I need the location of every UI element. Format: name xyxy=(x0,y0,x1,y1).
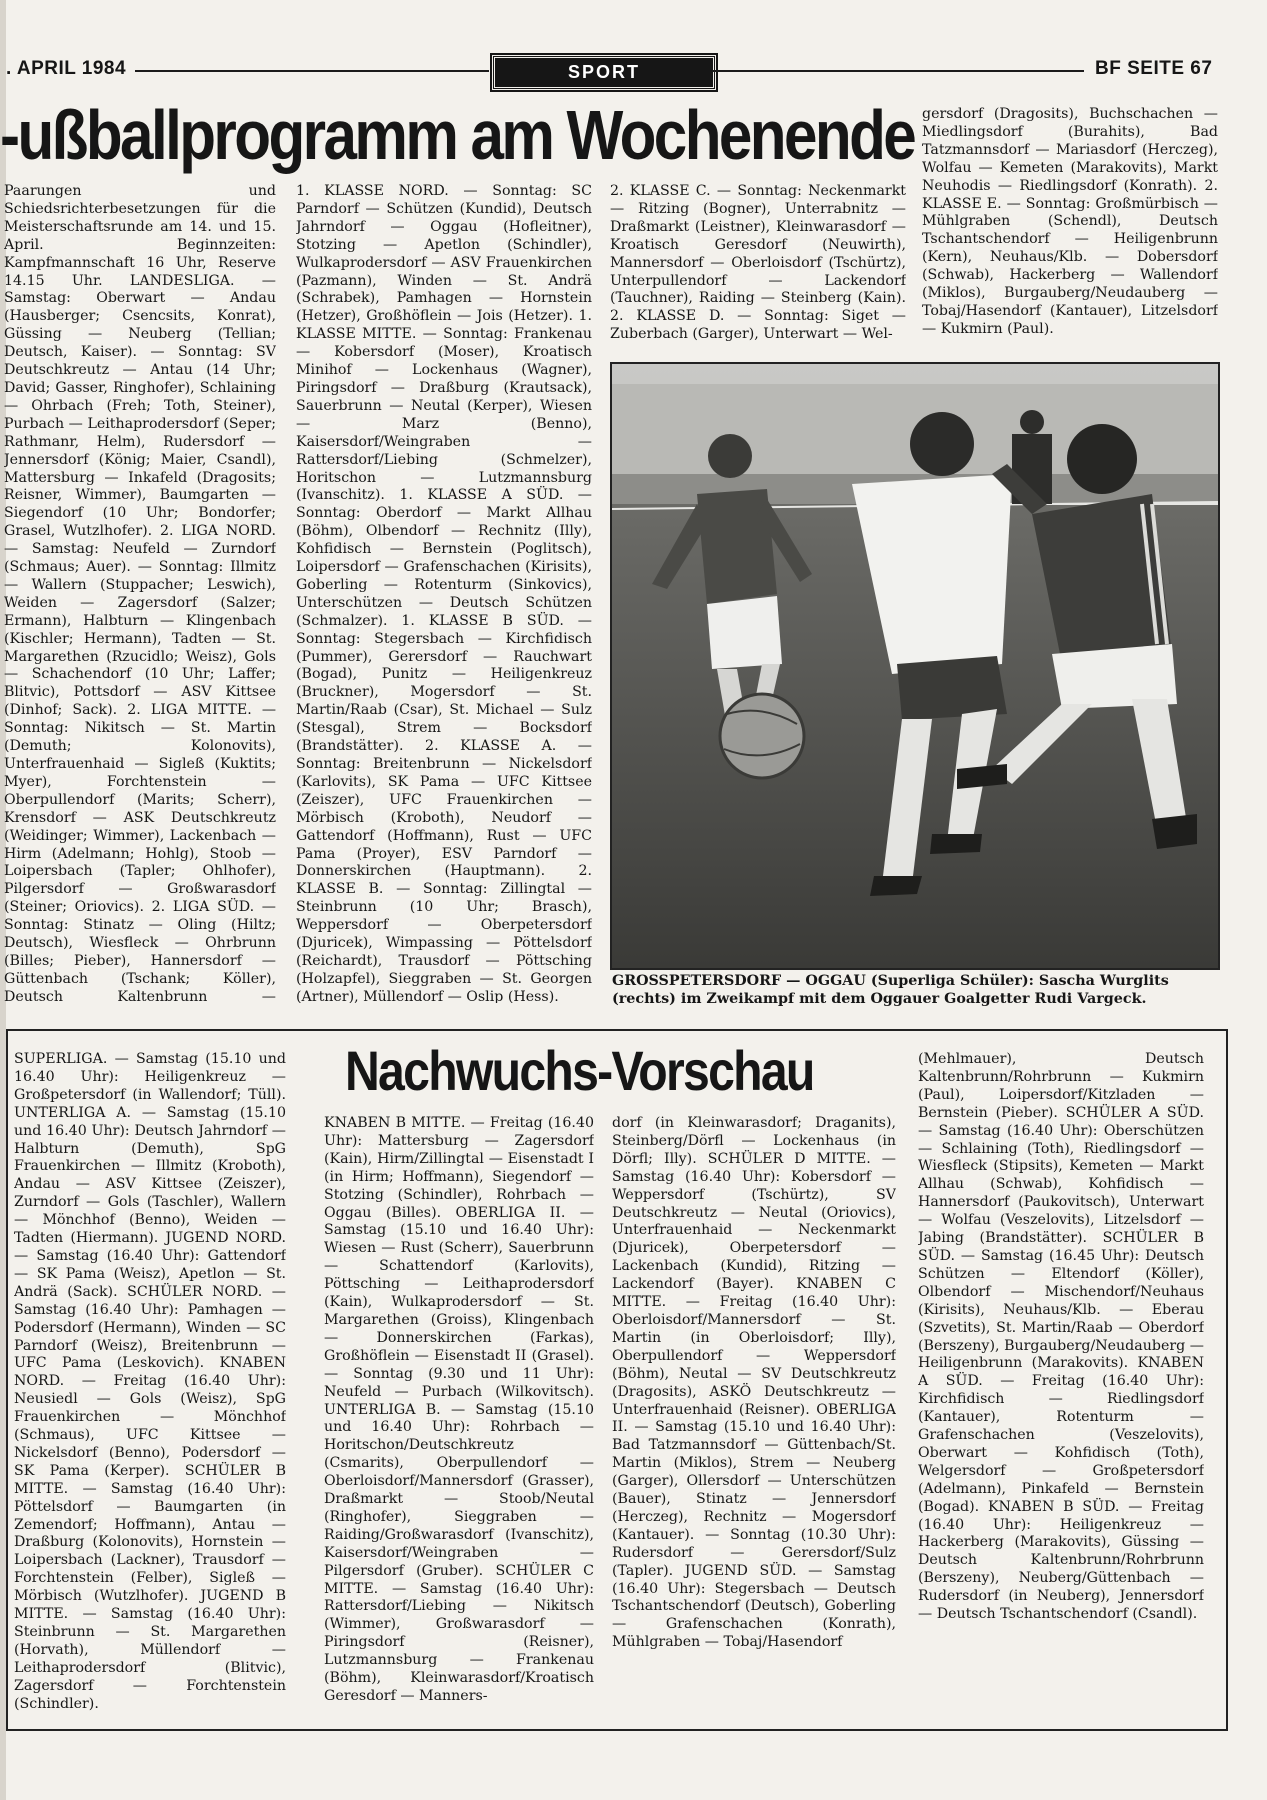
photo-caption: GROSSPETERSDORF — OGGAU (Superliga Schüler): Sascha Wurglits (rechts) im Zweikampf mit dem Oggauer Goalgetter Rudi Vargeck. xyxy=(612,973,1169,1007)
article-column-2 xyxy=(296,183,592,1003)
article-column-1 xyxy=(4,183,276,1003)
youth-preview-headline: Nachwuchs-Vorschau xyxy=(345,1039,814,1102)
main-headline: -ußballprogramm am Wochenende xyxy=(0,96,915,174)
youth-column-1 xyxy=(14,1051,286,1721)
header-rule-left xyxy=(135,70,489,72)
column-text: (Mehlmauer), Deutsch Kaltenbrunn/Rohrbrunn — Kukmirn (Paul), Loipersdorf/Kitzladen — Bernstein (Pieber). SCHÜLER A SÜD. — Samstag (16.40 Uhr): Oberschützen — Schlaining (Toth), Riedlingsdorf — Wiesfleck (Stipsits), Kemeten — Markt Allhau (Schwab), Kohfidisch — Hannersdorf (Paukovitsch), Unterwart — Wolfau (Veszelovits), Litzelsdorf — Jabing (Brandstätter). SCHÜLER B SÜD. — Samstag (16.45 Uhr): Deutsch Schützen — Eltendorf (Köller), Olbendorf — Mischendorf/Neuhaus (Kirisits), Neuhaus/Klb. — Eberau (Szvetits), St. Martin/Raab — Oberdorf (Berszeny), Burgauberg/Neudauberg — Heiligenbrunn (Marakovits). KNABEN A SÜD. — Freitag (16.40 Uhr): Kirchfidisch — Riedlingsdorf (Kantauer), Rotenturm — Grafenschachen (Veszelovits), Oberwart — Kohfidisch (Toth), Welgersdorf — Großpetersdorf (Adelmann), Pinkafeld — Bernstein (Bogad). KNABEN B SÜD. — Freitag (16.40 Uhr): Heiligenkreuz — Hackerberg (Marakovits), Güssing — Deutsch Kaltenbrunn/Rohrbrunn (Berszeny), Neuberg/Güttenbach — Rudersdorf (in Neuberg), Jennersdorf — Deutsch Tschantschendorf (Csandl). xyxy=(918,1051,1204,1623)
section-label: SPORT xyxy=(492,55,716,90)
column-text: gersdorf (Dragosits), Buchschachen — Miedlingsdorf (Burahits), Bad Tatzmannsdorf — Mariasdorf (Herczeg), Wolfau — Kemeten (Marakovits), Markt Neuhodis — Riedlingsdorf (Konrath). 2. KLASSE E. — Sonntag: Großmürbisch — Mühlgraben (Schendl), Deutsch Tschantschendorf — Heiligenbrunn (Kern), Neuhaus/Klb. — Dobersdorf (Schwab), Hackerberg — Wallendorf (Miklos), Burgauberg/Neudauberg — Tobaj/Hasendorf (Kantauer), Litzelsdorf — Kukmirn (Paul). xyxy=(922,106,1218,337)
youth-column-3 xyxy=(612,1115,896,1721)
issue-date: . APRIL 1984 xyxy=(6,58,127,79)
match-photo xyxy=(610,362,1220,970)
column-text: Paarungen und Schiedsrichterbesetzungen für die Meisterschaftsrunde am 14. und 15. April. Beginnzeiten: Kampfmannschaft 16 Uhr, Reserve 14.15 Uhr. LANDESLIGA. — Samstag: Oberwart — Andau (Hausberger; Csencsits, Konrat), Güssing — Neuberg (Tellian; Deutsch, Kaiser). — Sonntag: SV Deutschkreutz — Antau (14 Uhr; David; Gasser, Ringhofer), Schlaining — Ohrbach (Freh; Toth, Steiner), Purbach — Leithaprodersdorf (Seper; Rathmanr, Helm), Rudersdorf — Jennersdorf (König; Maier, Csandl), Mattersburg — Inkafeld (Dragosits; Reisner, Wimmer), Baumgarten — Siegendorf (10 Uhr; Bondorfer; Grasel, Wutzlhofer). 2. LIGA NORD. — Samstag: Neufeld — Zurndorf (Schmaus; Auer). — Sonntag: Illmitz — Wallern (Stuppacher; Leswich), Weiden — Zagersdorf (Salzer; Ermann), Halbturn — Klingenbach (Kischler; Hermann), Tadten — St. Margarethen (Rzucidlo; Weisz), Gols — Schachendorf (10 Uhr; Laffer; Blitvic), Pottsdorf — ASV Kittsee (Dinhof; Sack). 2. LIGA MITTE. — Sonntag: Nikitsch — St. Martin (Demuth; Kolonovits), Unterfrauenhaid — Sigleß (Kuktits; Myer), Forchtenstein — Oberpullendorf (Marits; Scherr), Krensdorf — ASK Deutschkreutz (Weidinger; Wimmer), Lackenbach — Hirm (Adelmann; Hohlg), Stoob — Loipersbach (Tapler; Ohlhofer), Pilgersdorf — Großwarasdorf (Steiner; Oriovics). 2. LIGA SÜD. — Sonntag: Stinatz — Oling (Hiltz; Deutsch), Wiesfleck — Ohrbrunn (Billes; Pieber), Hannersdorf — Güttenbach (Tschank; Köller), Deutsch Kaltenbrunn — xyxy=(4,183,276,1003)
header-rule-right xyxy=(712,70,1084,72)
column-text: dorf (in Kleinwarasdorf; Draganits), Steinberg/Dörfl — Lockenhaus (in Dörfl; Illy). SCHÜLER D MITTE. — Samstag (16.40 Uhr): Kobersdorf — Weppersdorf (Tschürtz), SV Deutschkreutz — Neutal (Oriovics), Unterfrauenhaid — Neckenmarkt (Djuricek), Oberpetersdorf — Lackenbach (Kundid), Ritzing — Lackendorf (Bayer). KNABEN C MITTE. — Freitag (16.40 Uhr): Oberloisdorf/Mannersdorf — St. Martin (in Oberloisdorf; Illy), Oberpullendorf — Weppersdorf (Böhm), Neutal — SV Deutschkreutz (Dragosits), ASKÖ Deutschkreutz — Unterfrauenhaid (Reisner). OBERLIGA II. — Samstag (15.10 und 16.40 Uhr): Bad Tatzmannsdorf — Güttenbach/St. Martin (Miklos), Strem — Neuberg (Garger), Ollersdorf — Unterschützen (Bauer), Stinatz — Jennersdorf (Herczeg), Rechnitz — Mogersdorf (Kantauer). — Sonntag (10.30 Uhr): Rudersdorf — Gerersdorf/Sulz (Tapler). JUGEND SÜD. — Samstag (16.40 Uhr): Stegersbach — Deutsch Tschantschendorf (Deutsch), Goberling — Grafenschachen (Konrath), Mühlgraben — Tobaj/Hasendorf xyxy=(612,1115,896,1651)
column-text: 2. KLASSE C. — Sonntag: Neckenmarkt — Ritzing (Bogner), Unterrabnitz — Draßmarkt (Leistner), Kleinwarasdorf — Kroatisch Geresdorf (Neuwirth), Mannersdorf — Oberloisdorf (Tschürtz), Unterpullendorf — Lackendorf (Tauchner), Raiding — Steinberg (Kain). 2. KLASSE D. — Sonntag: Siget — Zuberbach (Garger), Unterwart — Wel- xyxy=(610,183,906,343)
youth-column-2 xyxy=(324,1115,594,1721)
column-text: SUPERLIGA. — Samstag (15.10 und 16.40 Uhr): Heiligenkreuz — Großpetersdorf (in Wallendorf; Tüll). UNTERLIGA A. — Samstag (15.10 und 16.40 Uhr): Deutsch Jahrndorf — Halbturn (Demuth), SpG Frauenkirchen — Illmitz (Kroboth), Andau — ASV Kittsee (Zeiszer), Zurndorf — Gols (Taschler), Wallern — Mönchhof (Benno), Weiden — Tadten (Hiermann). JUGEND NORD. — Samstag (16.40 Uhr): Gattendorf — SK Pama (Weisz), Apetlon — St. Andrä (Sack). SCHÜLER NORD. — Samstag (16.40 Uhr): Pamhagen — Podersdorf (Hermann), Winden — SC Parndorf (Weisz), Breitenbrunn — UFC Pama (Leskovich). KNABEN NORD. — Freitag (16.40 Uhr): Neusiedl — Gols (Weisz), SpG Frauenkirchen — Mönchhof (Schmaus), UFC Kittsee — Nickelsdorf (Benno), Podersdorf — SK Pama (Kerper). SCHÜLER B MITTE. — Samstag (16.40 Uhr): Pöttelsdorf — Baumgarten (in Zemendorf; Hoffmann), Antau — Draßburg (Kolonovits), Hornstein — Loipersbach (Lackner), Trausdorf — Forchtenstein (Felber), Sigleß — Mörbisch (Wutzlhofer). JUGEND B MITTE. — Samstag (16.40 Uhr): Steinbrunn — St. Margarethen (Horvath), Müllendorf — Leithaprodersdorf (Blitvic), Zagersdorf — Forchtenstein (Schindler). xyxy=(14,1051,286,1712)
page-number: BF SEITE 67 xyxy=(1095,58,1213,79)
column-text: 1. KLASSE NORD. — Sonntag: SC Parndorf — Schützen (Kundid), Deutsch Jahrndorf — Oggau (Hofleitner), Stotzing — Apetlon (Schindler), Wulkaprodersdorf — ASV Frauenkirchen (Pazmann), Winden — St. Andrä (Schrabek), Pamhagen — Hornstein (Hetzer), Großhöflein — Jois (Hetzer). 1. KLASSE MITTE. — Sonntag: Frankenau — Kobersdorf (Moser), Kroatisch Minihof — Lockenhaus (Wagner), Piringsdorf — Draßburg (Krautsack), Sauerbrunn — Neutal (Kerper), Wiesen — Marz (Benno), Kaisersdorf/Weingraben — Rattersdorf/Liebing (Schmelzer), Horitschon — Lutzmannsburg (Ivanschitz). 1. KLASSE A SÜD. — Sonntag: Oberdorf — Markt Allhau (Böhm), Olbendorf — Rechnitz (Illy), Kohfidisch — Bernstein (Poglitsch), Loipersdorf — Grafenschachen (Kirisits), Goberling — Rotenturm (Sinkovics), Unterschützen — Deutsch Schützen (Schmalzer). 1. KLASSE B SÜD. — Sonntag: Stegersbach — Kirchfidisch (Pummer), Gerersdorf — Rauchwart (Bogad), Punitz — Heiligenkreuz (Bruckner), Mogersdorf — St. Martin/Raab (Csar), St. Michael — Sulz (Stesgal), Strem — Bocksdorf (Brandstätter). 2. KLASSE A. — Sonntag: Breitenbrunn — Nickelsdorf (Karlovits), SK Pama — UFC Kittsee (Zeiszer), UFC Frauenkirchen — Mörbisch (Kroboth), Neudorf — Gattendorf (Hoffmann), Rust — UFC Pama (Proyer), ESV Parndorf — Donnerskirchen (Hauptmann). 2. KLASSE B. — Sonntag: Zillingtal — Steinbrunn (10 Uhr; Brasch), Weppersdorf — Oberpetersdorf (Djuricek), Wimpassing — Pöttelsdorf (Reichardt), Trausdorf — Pöttsching (Holzapfel), Sieggraben — St. Georgen (Artner), Müllendorf — Oslip (Hess). xyxy=(296,183,592,1003)
youth-column-4 xyxy=(918,1051,1204,1721)
article-column-4 xyxy=(922,106,1218,356)
article-column-3 xyxy=(610,183,906,353)
column-text: KNABEN B MITTE. — Freitag (16.40 Uhr): Mattersburg — Zagersdorf (Kain), Hirm/Zillingtal — Eisenstadt I (in Hirm; Hoffmann), Siegendorf — Stotzing (Schindler), Rohrbach — Oggau (Billes). OBERLIGA II. — Samstag (15.10 und 16.40 Uhr): Wiesen — Rust (Scherr), Sauerbrunn — Schattendorf (Karlovits), Pöttsching — Leithaprodersdorf (Kain), Wulkaprodersdorf — St. Margarethen (Groiss), Klingenbach — Donnerskirchen (Farkas), Großhöflein — Eisenstadt II (Grasel). — Sonntag (9.30 und 11 Uhr): Neufeld — Purbach (Wilkovitsch). UNTERLIGA B. — Samstag (15.10 und 16.40 Uhr): Rohrbach — Horitschon/Deutschkreutz (Csmarits), Oberpullendorf — Oberloisdorf/Mannersdorf (Grasser), Draßmarkt — Stoob/Neutal (Ringhofer), Sieggraben — Raiding/Großwarasdorf (Ivanschitz), Kaisersdorf/Weingraben — Pilgersdorf (Gruber). SCHÜLER C MITTE. — Samstag (16.40 Uhr): Rattersdorf/Liebing — Nikitsch (Wimmer), Großwarasdorf — Piringsdorf (Reisner), Lutzmannsburg — Frankenau (Böhm), Kleinwarasdorf/Kroatisch Geresdorf — Manners- xyxy=(324,1115,594,1704)
